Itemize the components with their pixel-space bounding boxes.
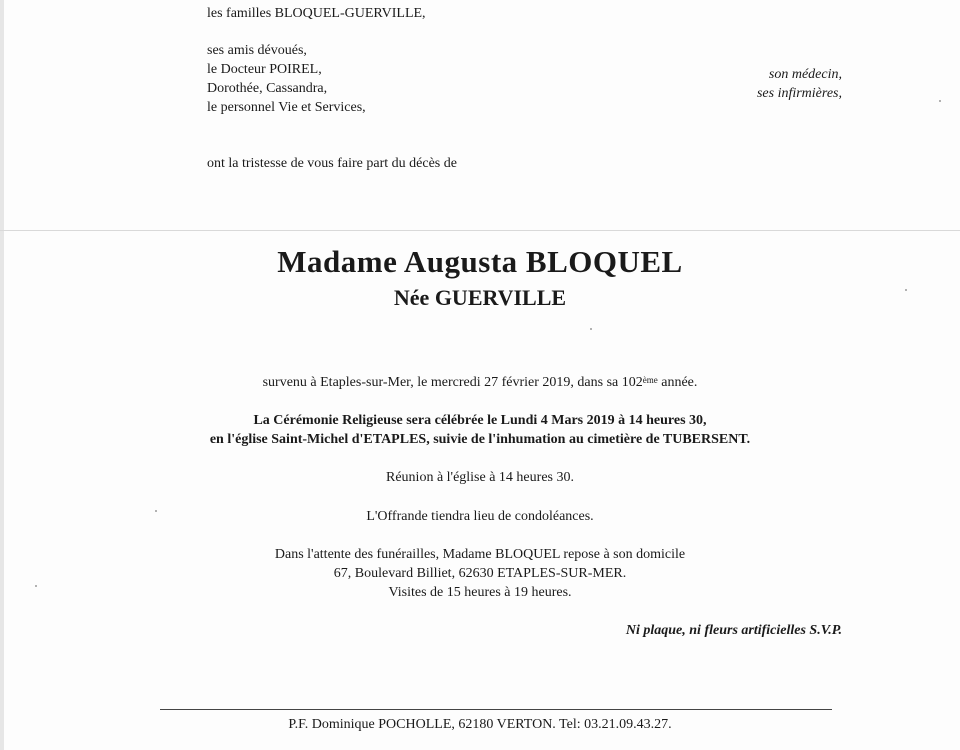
rest-line-2: 67, Boulevard Billiet, 62630 ETAPLES-SUR-MER. bbox=[333, 566, 627, 581]
deceased-name: Madame Augusta BLOQUEL bbox=[277, 244, 683, 279]
scan-speck bbox=[905, 289, 907, 291]
death-notice-suffix: année. bbox=[657, 375, 698, 390]
scan-speck bbox=[155, 510, 157, 512]
ceremony-line-1: La Cérémonie Religieuse sera célébrée le Lundi 4 Mars 2019 à 14 heures 30, bbox=[253, 413, 707, 428]
meeting-line: Réunion à l'église à 14 heures 30. bbox=[386, 470, 574, 485]
friends-line-4: le personnel Vie et Services, bbox=[207, 100, 366, 115]
friends-line-3: Dorothée, Cassandra, bbox=[207, 81, 328, 96]
visits-line: Visites de 15 heures à 19 heures. bbox=[388, 585, 572, 600]
death-notice-line bbox=[0, 374, 960, 392]
offering-line: L'Offrande tiendra lieu de condoléances. bbox=[366, 509, 594, 524]
scan-speck bbox=[590, 328, 592, 330]
fold-line bbox=[0, 230, 960, 231]
rest-line-1: Dans l'attente des funérailles, Madame BLOQUEL repose à son domicile bbox=[274, 547, 686, 562]
ceremony-line-2: en l'église Saint-Michel d'ETAPLES, suivie de l'inhumation au cimetière de TUBERSENT. bbox=[209, 432, 751, 447]
families-line: les familles BLOQUEL-GUERVILLE, bbox=[207, 6, 426, 21]
right-note-nurses: ses infirmières, bbox=[756, 86, 842, 101]
scan-speck bbox=[939, 100, 941, 102]
footer-rule bbox=[160, 709, 832, 710]
intro-line: ont la tristesse de vous faire part du décès de bbox=[207, 156, 457, 171]
friends-line-1: ses amis dévoués, bbox=[207, 43, 307, 58]
death-notice-prefix: survenu à Etaples-sur-Mer, le mercredi 27 février 2019, dans sa 102 bbox=[262, 375, 643, 390]
funeral-home-footer: P.F. Dominique POCHOLLE, 62180 VERTON. Tel: 03.21.09.43.27. bbox=[288, 717, 672, 732]
deceased-maiden-name: Née GUERVILLE bbox=[393, 285, 567, 310]
death-notice-superscript: ème bbox=[642, 375, 658, 385]
right-note-doctor: son médecin, bbox=[768, 67, 842, 82]
friends-line-2: le Docteur POIREL, bbox=[207, 62, 322, 77]
no-flowers-note: Ni plaque, ni fleurs artificielles S.V.P. bbox=[625, 623, 842, 638]
scan-speck bbox=[35, 585, 37, 587]
